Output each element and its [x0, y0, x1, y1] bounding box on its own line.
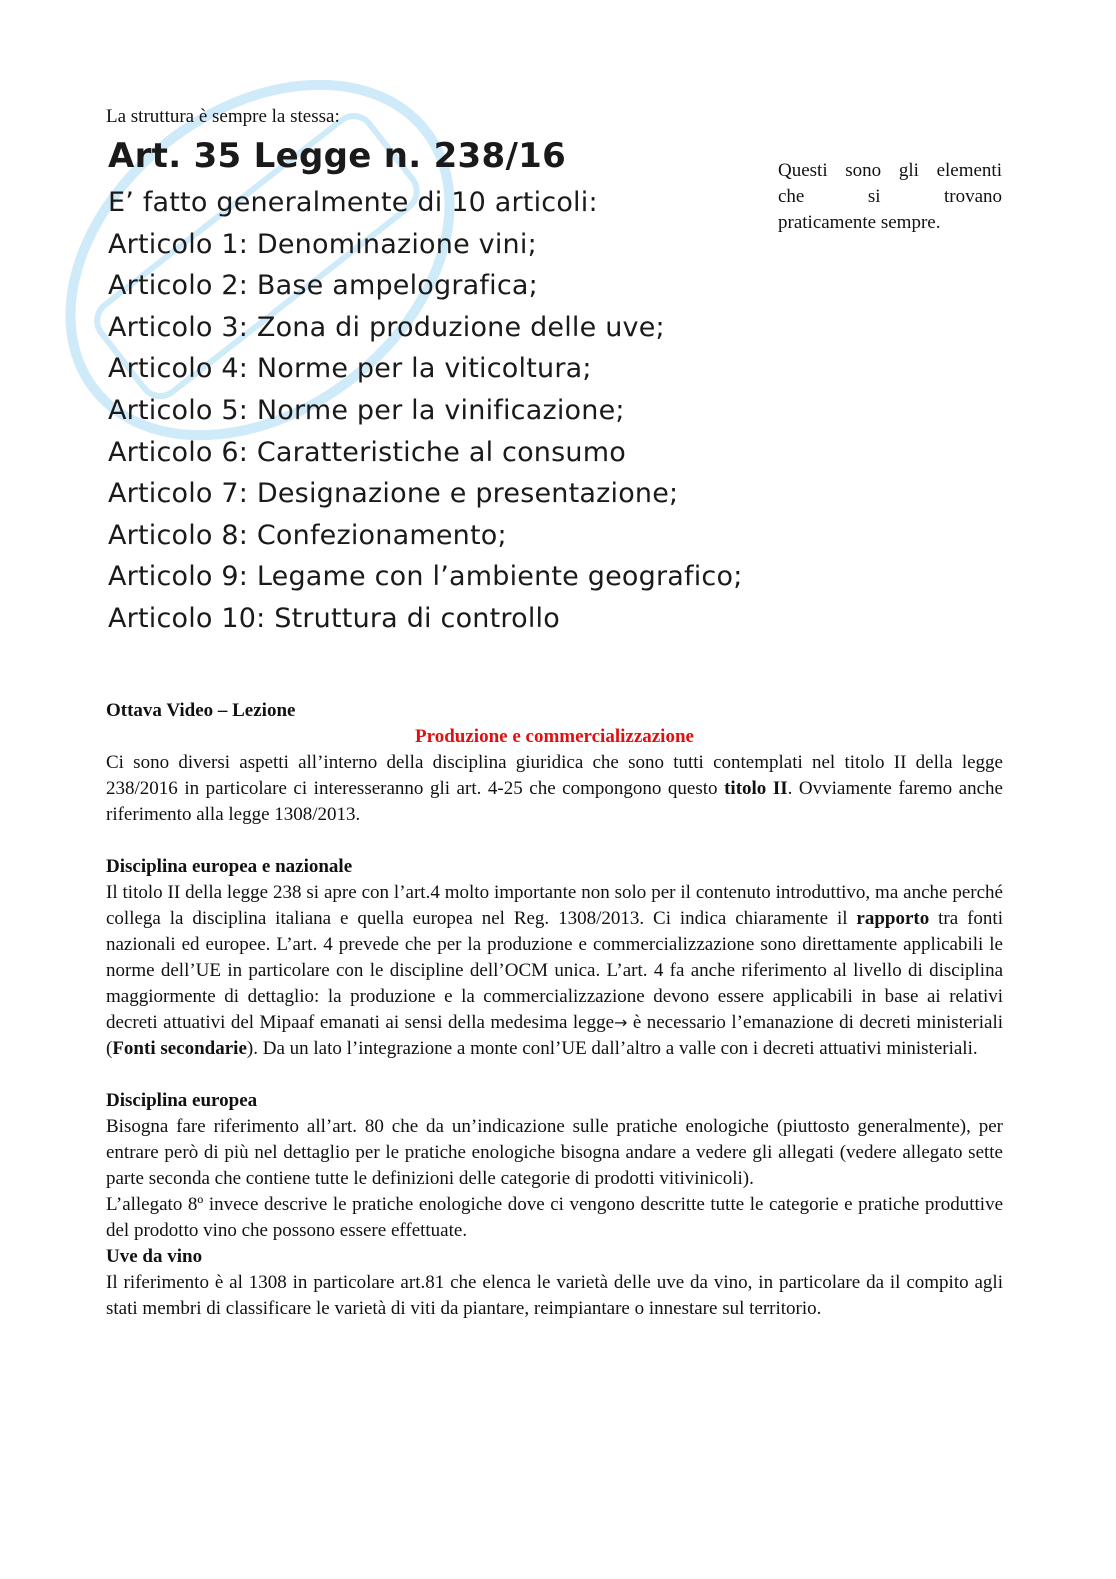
side-note	[778, 158, 1002, 236]
intro-text: La struttura è sempre la stessa:	[106, 106, 340, 127]
slide-image	[108, 136, 743, 640]
arrow-icon: →	[614, 1013, 628, 1032]
section-paragraph: Bisogna fare riferimento all’art. 80 che da un’indicazione sulle pratiche enologiche (piuttosto generalmente), per entrare però di più nel dettaglio per le pratiche enologiche bisogna andare a vedere gli allegati (vedere allegato sette parte seconda che contiene tutte le definizioni delle categorie di prodotti vitivinicoli).	[106, 1116, 1003, 1189]
section-heading: Disciplina europea e nazionale	[106, 856, 353, 877]
side-note-line: praticamente sempre.	[778, 212, 941, 233]
article-item: Articolo 2: Base ampelografica;	[108, 270, 538, 302]
article-item: Articolo 7: Designazione e presentazione;	[108, 478, 679, 510]
article-item: Articolo 9: Legame con l’ambiente geografico;	[108, 561, 743, 593]
article-item: Articolo 8: Confezionamento;	[108, 519, 507, 551]
lesson-title: Produzione e commercializzazione	[415, 726, 694, 747]
document-body	[106, 698, 1003, 1322]
section-paragraph: L’allegato 8º invece descrive le pratiche enologiche dove ci vengono descritte tutte le categorie e pratiche produttive del prodotto vino che possono essere effettuate.	[106, 1194, 1003, 1241]
article-item: Articolo 10: Struttura di controllo	[108, 602, 560, 634]
slide-subtitle: E’ fatto generalmente di 10 articoli:	[108, 187, 598, 218]
article-item: Articolo 3: Zona di produzione delle uve;	[108, 311, 665, 343]
article-item: Articolo 4: Norme per la viticoltura;	[108, 353, 592, 385]
article-item: Articolo 6: Caratteristiche al consumo	[108, 436, 626, 468]
side-note-line: che si trovano	[778, 186, 1002, 207]
side-note-line: Questi sono gli elementi	[778, 160, 1002, 181]
lesson-header: Ottava Video – Lezione	[106, 700, 296, 721]
article-item: Articolo 1: Denominazione vini;	[108, 228, 537, 260]
slide-title: Art. 35 Legge n. 238/16	[108, 136, 567, 176]
section-paragraph: Il titolo II della legge 238 si apre con l’art.4 molto importante non solo per il contenuto introduttivo, ma anche perché collega la disciplina italiana e quella europea nel Reg. 1308/2013. Ci indica chiaramente il rapporto tra fonti nazionali ed europee. L’art. 4 prevede che per la produzione e commercializzazione sono direttamente applicabili le norme dell’UE in particolare con le discipline dell’OCM unica. L’art. 4 fa anche riferimento al livello di disciplina maggiormente di dettaglio: la produzione e la commercializzazione devono essere applicabili in base ai relativi decreti attuativi del Mipaaf emanati ai sensi della medesima legge→ è necessario l’emanazione di decreti ministeriali (Fonti secondarie). Da un lato l’integrazione a monte conl’UE dall’altro a valle con i decreti attuativi ministeriali.	[106, 882, 1004, 1059]
section-heading: Disciplina europea	[106, 1090, 258, 1111]
article-item: Articolo 5: Norme per la vinificazione;	[108, 394, 625, 426]
section-heading: Uve da vino	[106, 1246, 203, 1267]
lesson-paragraph: Ci sono diversi aspetti all’interno della disciplina giuridica che sono tutti contemplati nel titolo II della legge 238/2016 in particolare ci interesseranno gli art. 4-25 che compongono questo titolo II. Ovviamente faremo anche riferimento alla legge 1308/2013.	[106, 752, 1003, 825]
section-paragraph: Il riferimento è al 1308 in particolare art.81 che elenca le varietà delle uve da vino, in particolare da il compito agli stati membri di classificare le varietà di viti da piantare, reimpiantare o innestare sul territorio.	[106, 1272, 1003, 1319]
